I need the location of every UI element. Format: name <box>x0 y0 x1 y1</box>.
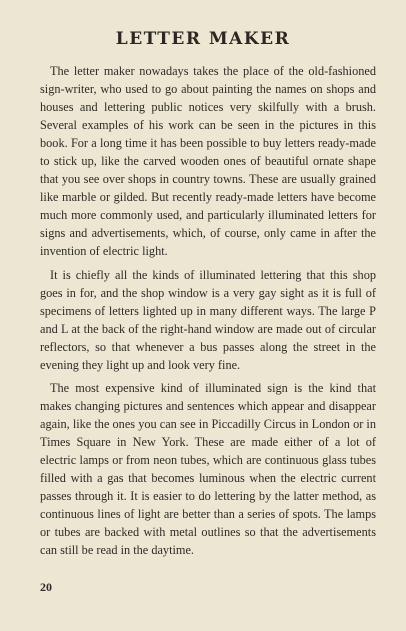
body-text <box>40 62 376 564</box>
paragraph-2: It is chiefly all the kinds of illuminated lettering that this shop goes in for, and the shop window is a very gay sight as it is full of specimens of letters lighted up in many different ways. The large P and L at the back of the right-hand window are made out of circular reflectors, so that whenever a bus passes along the street in the evening they light up and look very fine. <box>40 267 376 372</box>
paragraph-1: The letter maker nowadays takes the place of the old-fashioned sign-writer, who used to go about painting the names on shops and houses and lettering public notices very skilfully with a brush. Several examples of his work can be seen in the pictures in this book. For a long time it has been possible to buy letters ready-made to stick up, like the carved wooden ones of beautiful ornate shape that you see over shops in country towns. These are usually grained like marble or gilded. But recently ready-made letters have become much more commonly used, and particularly illuminated letters for signs and advertisements, which, of course, only came in after the invention of electric light. <box>40 64 376 259</box>
paragraph-3: The most expensive kind of illuminated sign is the kind that makes changing pictures and sentences which appear and disappear again, like the ones you can see in Piccadilly Circus in London or in Times Square in New York. These are made either of a lot of electric lamps or from neon tubes, which are continuous glass tubes filled with a gas that becomes luminous when the electric current passes through it. It is easier to do lettering by the latter method, as continuous lines of light are better than a series of spots. The lamps or tubes are backed with metal outlines so that the advertisements can still be read in the daytime. <box>40 380 376 558</box>
page-number: 20 <box>40 580 52 594</box>
page-heading: LETTER MAKER <box>115 29 291 49</box>
